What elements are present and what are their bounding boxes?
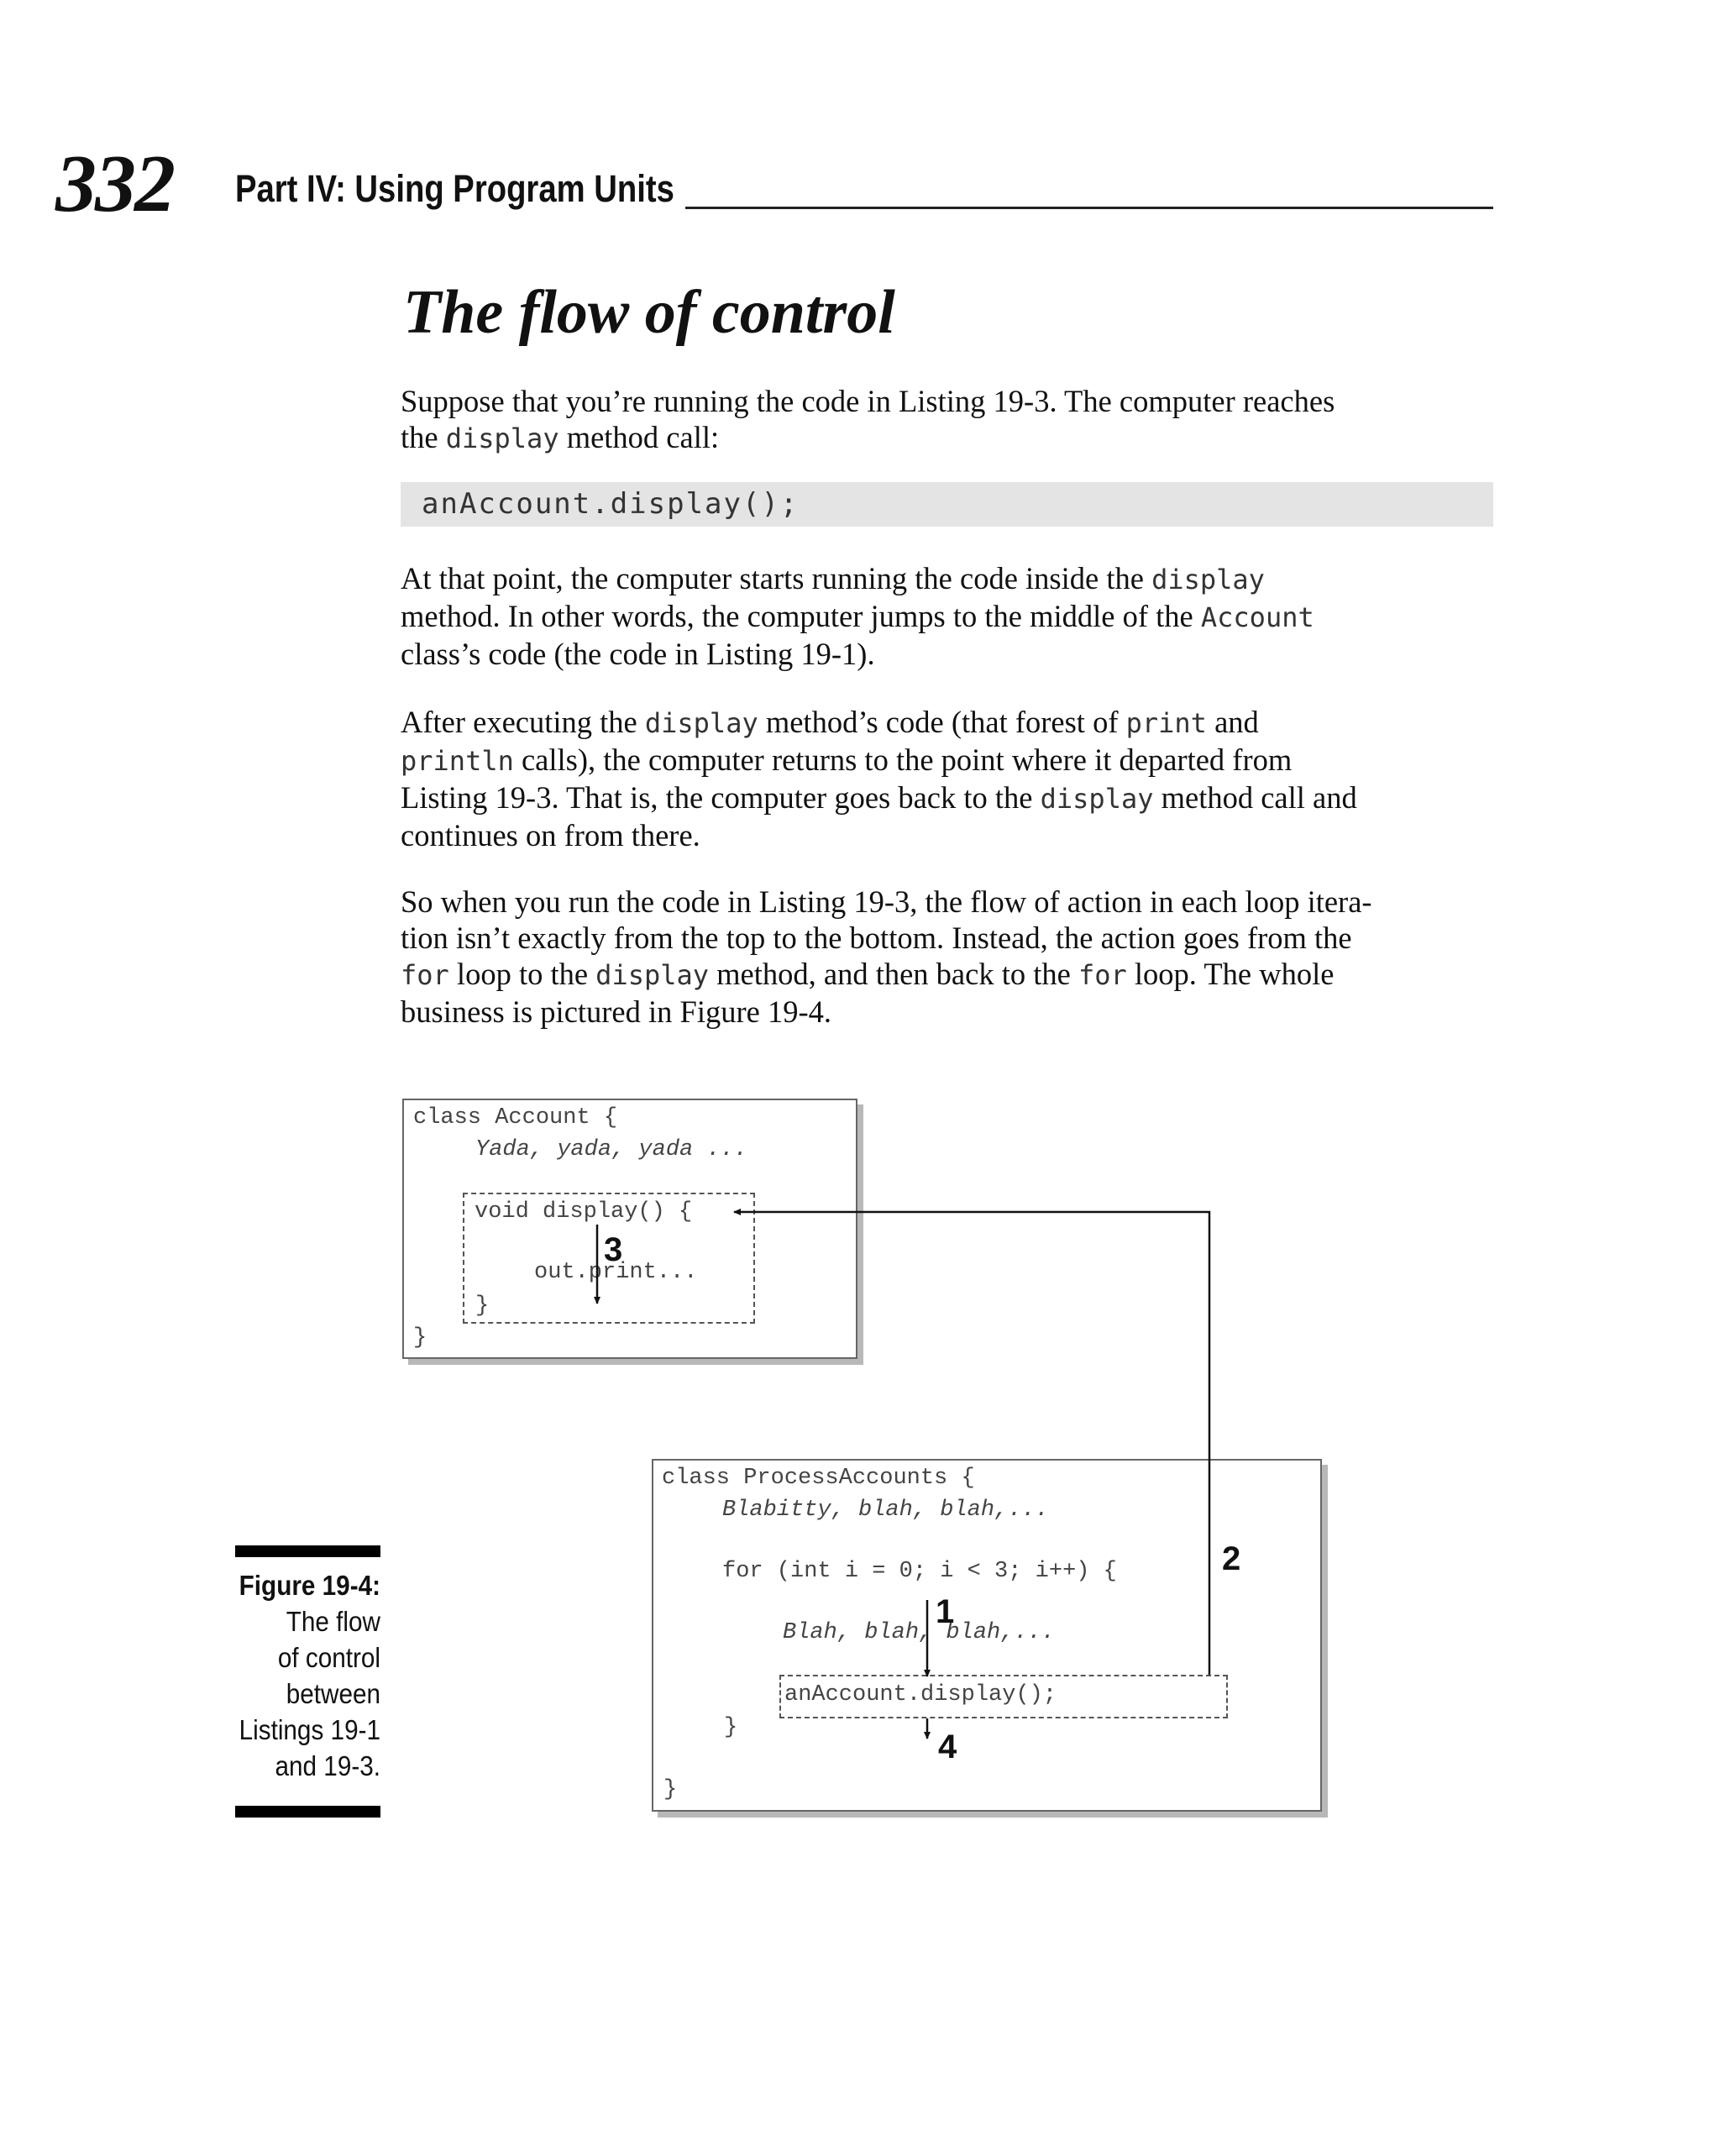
for-loop-line: for (int i = 0; i < 3; i++) { — [722, 1559, 1117, 1584]
display-method-line: void display() { — [475, 1199, 693, 1225]
p1-line-1: Suppose that you’re running the code in Listing 19-3. The computer reaches — [401, 384, 1335, 418]
display-method-close: } — [475, 1293, 490, 1319]
inline-code: for — [401, 959, 449, 991]
p1-line-2: the display method call: — [401, 420, 720, 454]
caption-line: between — [286, 1678, 380, 1709]
blah-line: Blah, blah, blah,... — [783, 1620, 1056, 1645]
inline-code: for — [1078, 959, 1127, 991]
inline-code: display — [445, 422, 559, 454]
step-label-3: 3 — [604, 1231, 623, 1268]
inline-code: display — [644, 707, 758, 739]
figure-caption — [189, 1567, 380, 1784]
step-label-2: 2 — [1222, 1540, 1241, 1577]
step-label-1: 1 — [936, 1593, 955, 1630]
for-loop-close: } — [724, 1715, 738, 1740]
inline-code: display — [595, 959, 710, 991]
account-class-close: } — [413, 1325, 427, 1351]
process-class-close: } — [663, 1777, 678, 1802]
caption-line: Listings 19-1 — [239, 1714, 380, 1745]
step-label-4: 4 — [938, 1728, 957, 1765]
arrow-step-2 — [734, 1212, 1209, 1675]
process-blabitty-line: Blabitty, blah, blah,... — [722, 1498, 1049, 1523]
account-yada-line: Yada, yada, yada ... — [475, 1137, 748, 1162]
caption-top-bar — [235, 1545, 380, 1557]
process-class-line: class ProcessAccounts { — [662, 1466, 975, 1491]
caption-label: Figure 19-4: — [239, 1570, 380, 1601]
paragraph-4: So when you run the code in Listing 19-3, the flow of action in each loop itera- tion isn’t exactly from the top to the bottom. Instead, the action goes from the for loop to the display method, and then back to the for loop. The whole business is pictured in Figure 19-4. — [401, 884, 1372, 1029]
caption-line: and 19-3. — [275, 1750, 380, 1781]
inline-code: display — [1151, 564, 1265, 595]
inline-code: Account — [1200, 601, 1314, 633]
inline-code: print — [1125, 707, 1207, 739]
caption-bottom-bar — [235, 1806, 380, 1818]
paragraph-2: At that point, the computer starts running the code inside the display method. In other words, the computer jumps to the middle of the Account class’s code (the code in Listing 19-1). — [401, 561, 1314, 671]
page-number: 332 — [55, 139, 174, 229]
part-title: Part IV: Using Program Units — [235, 167, 674, 210]
print-line: out.print... — [534, 1260, 698, 1285]
caption-line: The flow — [286, 1606, 380, 1637]
inline-code: display — [1040, 783, 1154, 815]
account-class-line: class Account { — [413, 1105, 618, 1130]
section-title: The flow of control — [403, 278, 895, 347]
caption-line: of control — [277, 1642, 380, 1673]
inline-code: println — [401, 745, 514, 777]
display-call-line: anAccount.display(); — [784, 1682, 1057, 1707]
paragraph-3: After executing the display method’s code (that forest of print and println calls), the computer returns to the point where it departed from Listing 19-3. That is, the computer goes back to the display method call and continues on from there. — [401, 705, 1357, 852]
code-block-text: anAccount.display(); — [422, 487, 800, 521]
